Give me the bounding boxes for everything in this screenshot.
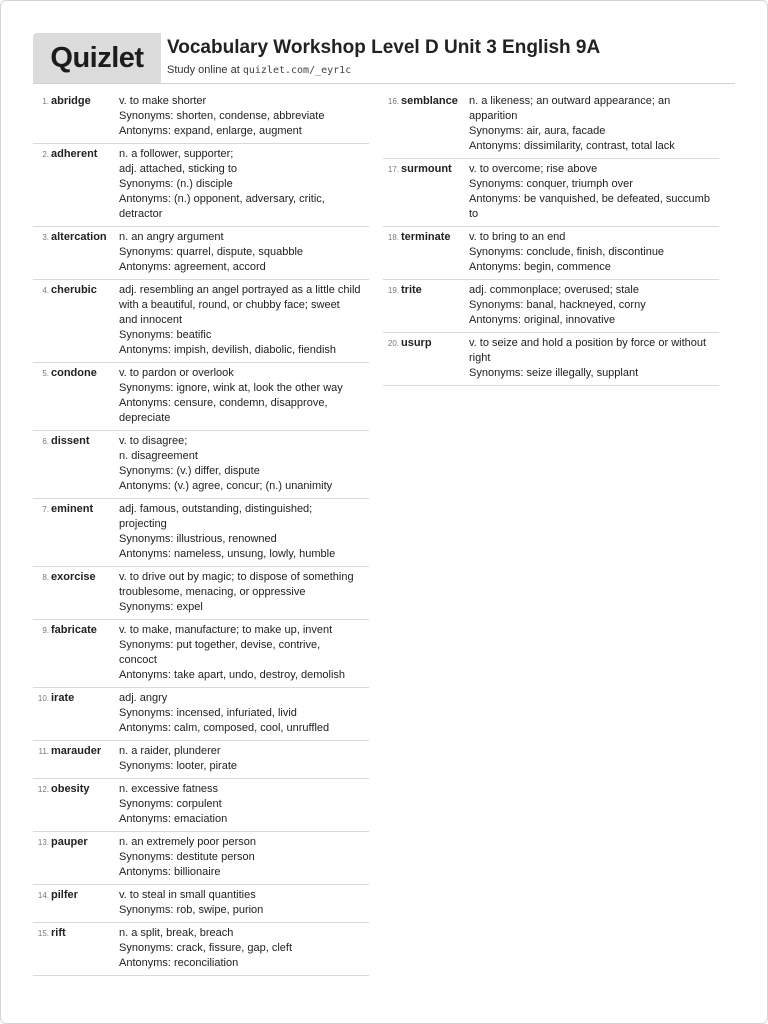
entry-definition <box>469 94 719 154</box>
entry-number: 1. <box>42 97 49 106</box>
study-online-link[interactable]: quizlet.com/_eyr1c <box>242 65 352 76</box>
entry-number: 9. <box>42 626 49 635</box>
vocab-entry <box>383 91 719 159</box>
entry-definition <box>119 230 369 275</box>
entry-number: 4. <box>42 286 49 295</box>
entry-definition <box>119 888 369 918</box>
entry-term: rift <box>51 927 66 939</box>
definition-line: n. a split, break, breach <box>119 927 234 939</box>
entry-number: 13. <box>37 838 49 847</box>
vocab-entry <box>33 144 369 227</box>
definition-line: Synonyms: destitute person <box>119 851 255 863</box>
definition-line: v. to seize and hold a position by force or without <box>469 337 707 349</box>
entry-term: adherent <box>51 148 98 160</box>
entry-term: irate <box>51 692 75 704</box>
definition-line: adj. angry <box>119 692 168 704</box>
definition-line: Synonyms: ignore, wink at, look the other way <box>119 382 343 394</box>
entry-term: pauper <box>51 836 88 848</box>
page-title: Vocabulary Workshop Level D Unit 3 English 9A <box>167 37 601 58</box>
vocab-entry <box>33 688 369 741</box>
study-online-line <box>167 64 351 76</box>
entry-term: usurp <box>401 337 432 349</box>
entry-term: cherubic <box>51 284 97 296</box>
definition-line: Synonyms: rob, swipe, purion <box>119 904 264 916</box>
entry-term: dissent <box>51 435 90 447</box>
entry-number: 17. <box>387 165 399 174</box>
vocab-entry <box>33 923 369 976</box>
definition-line: Antonyms: impish, devilish, diabolic, fiendish <box>119 344 337 356</box>
entry-term: terminate <box>401 231 451 243</box>
definition-line: Antonyms: nameless, unsung, lowly, humble <box>119 548 336 560</box>
entry-term: altercation <box>51 231 107 243</box>
definition-line: Synonyms: expel <box>119 601 203 613</box>
vocab-entry <box>33 779 369 832</box>
definition-line: Synonyms: illustrious, renowned <box>119 533 277 545</box>
entry-definition <box>119 147 369 222</box>
vocab-entry <box>33 280 369 363</box>
definition-line: Synonyms: beatific <box>119 329 212 341</box>
entry-number: 11. <box>38 747 49 756</box>
definition-line: detractor <box>119 208 163 220</box>
entry-number: 5. <box>42 369 49 378</box>
entry-term: trite <box>401 284 422 296</box>
definition-line: concoct <box>119 654 157 666</box>
vocab-entry <box>383 333 719 386</box>
vocab-entry <box>33 741 369 779</box>
entry-term: exorcise <box>51 571 96 583</box>
definition-line: n. excessive fatness <box>119 783 219 795</box>
vocab-entry <box>33 620 369 688</box>
definition-line: Antonyms: dissimilarity, contrast, total lack <box>469 140 675 152</box>
definition-line: Antonyms: agreement, accord <box>119 261 266 273</box>
entry-term: marauder <box>51 745 102 757</box>
entry-definition <box>119 691 369 736</box>
definition-line: Antonyms: reconciliation <box>119 957 239 969</box>
definition-line: v. to overcome; rise above <box>469 163 598 175</box>
definition-line: Synonyms: seize illegally, supplant <box>469 367 639 379</box>
entry-term: fabricate <box>51 624 97 636</box>
definition-line: v. to pardon or overlook <box>119 367 234 379</box>
entry-definition <box>119 283 369 358</box>
definition-line: Antonyms: begin, commence <box>469 261 611 273</box>
definition-line: n. a raider, plunderer <box>119 745 221 757</box>
entry-number: 8. <box>42 573 49 582</box>
definition-line: Synonyms: quarrel, dispute, squabble <box>119 246 304 258</box>
entry-definition <box>119 366 369 426</box>
definition-line: n. a follower, supporter; <box>119 148 234 160</box>
definition-line: v. to disagree; <box>119 435 188 447</box>
vocab-entry <box>383 159 719 227</box>
entry-definition <box>119 570 369 615</box>
entry-definition <box>119 502 369 562</box>
quizlet-logo[interactable]: Quizlet <box>33 33 161 83</box>
entry-term: semblance <box>401 95 458 107</box>
definition-line: v. to steal in small quantities <box>119 889 256 901</box>
definition-line: adj. resembling an angel portrayed as a little child <box>119 284 361 296</box>
definition-line: adj. famous, outstanding, distinguished; <box>119 503 313 515</box>
definition-line: Antonyms: expand, enlarge, augment <box>119 125 302 137</box>
vocab-entry <box>33 885 369 923</box>
entry-definition <box>469 336 719 381</box>
entry-definition <box>469 162 719 222</box>
entry-definition <box>119 926 369 971</box>
page-header <box>33 33 735 84</box>
vocab-entry <box>33 499 369 567</box>
entry-number: 10. <box>37 694 49 703</box>
definition-line: projecting <box>119 518 167 530</box>
definition-line: Synonyms: conclude, finish, discontinue <box>469 246 665 258</box>
entry-definition <box>119 623 369 683</box>
entry-definition <box>469 230 719 275</box>
entry-number: 2. <box>42 150 49 159</box>
definition-line: Synonyms: air, aura, facade <box>469 125 606 137</box>
vocab-entry <box>383 227 719 280</box>
definition-line: Synonyms: crack, fissure, gap, cleft <box>119 942 293 954</box>
entry-definition <box>469 283 719 328</box>
definition-line: Synonyms: looter, pirate <box>119 760 238 772</box>
definition-line: adj. commonplace; overused; stale <box>469 284 639 296</box>
definition-line: Antonyms: emaciation <box>119 813 228 825</box>
definition-line: n. disagreement <box>119 450 198 462</box>
entry-number: 14. <box>37 891 49 900</box>
definition-line: right <box>469 352 491 364</box>
definition-line: Antonyms: calm, composed, cool, unruffled <box>119 722 330 734</box>
definition-line: Antonyms: censure, condemn, disapprove, <box>119 397 328 409</box>
entry-term: abridge <box>51 95 91 107</box>
definition-line: depreciate <box>119 412 171 424</box>
vocab-entry <box>33 567 369 620</box>
entry-definition <box>119 94 369 139</box>
definition-line: v. to make, manufacture; to make up, invent <box>119 624 333 636</box>
entry-number: 20. <box>387 339 399 348</box>
definition-line: Synonyms: corpulent <box>119 798 222 810</box>
definition-line: troublesome, menacing, or oppressive <box>119 586 306 598</box>
terms-column-right <box>383 91 719 386</box>
definition-line: Synonyms: (v.) differ, dispute <box>119 465 260 477</box>
entry-term: pilfer <box>51 889 78 901</box>
entry-number: 18. <box>387 233 399 242</box>
vocab-entry <box>33 227 369 280</box>
entry-definition <box>119 434 369 494</box>
definition-line: Antonyms: billionaire <box>119 866 221 878</box>
definition-line: v. to make shorter <box>119 95 207 107</box>
definition-line: n. an extremely poor person <box>119 836 256 848</box>
definition-line: v. to drive out by magic; to dispose of something <box>119 571 354 583</box>
study-online-label: Study online at <box>167 64 240 76</box>
definition-line: to <box>469 208 479 220</box>
vocab-entry <box>33 431 369 499</box>
definition-line: Antonyms: original, innovative <box>469 314 616 326</box>
definition-line: with a beautiful, round, or chubby face; sweet <box>119 299 340 311</box>
definition-line: Synonyms: incensed, infuriated, livid <box>119 707 297 719</box>
entry-term: surmount <box>401 163 452 175</box>
entry-number: 16. <box>387 97 399 106</box>
entry-definition <box>119 744 369 774</box>
definition-line: apparition <box>469 110 518 122</box>
entry-term: eminent <box>51 503 94 515</box>
terms-column-left <box>33 91 369 976</box>
entry-definition <box>119 835 369 880</box>
entry-number: 19. <box>387 286 399 295</box>
definition-line: Antonyms: be vanquished, be defeated, succumb <box>469 193 710 205</box>
entry-number: 15. <box>37 929 49 938</box>
definition-line: and innocent <box>119 314 182 326</box>
definition-line: Antonyms: (n.) opponent, adversary, critic, <box>119 193 325 205</box>
definition-line: Synonyms: conquer, triumph over <box>469 178 633 190</box>
vocab-entry <box>33 363 369 431</box>
definition-line: Synonyms: put together, devise, contrive, <box>119 639 321 651</box>
vocab-entry <box>383 280 719 333</box>
definition-line: Antonyms: take apart, undo, destroy, demolish <box>119 669 346 681</box>
entry-definition <box>119 782 369 827</box>
definition-line: v. to bring to an end <box>469 231 566 243</box>
definition-line: n. an angry argument <box>119 231 224 243</box>
definition-line: Synonyms: banal, hackneyed, corny <box>469 299 646 311</box>
entry-term: condone <box>51 367 97 379</box>
vocab-entry <box>33 832 369 885</box>
definition-line: Synonyms: (n.) disciple <box>119 178 233 190</box>
entry-number: 6. <box>42 437 49 446</box>
definition-line: n. a likeness; an outward appearance; an <box>469 95 671 107</box>
entry-number: 3. <box>42 233 49 242</box>
vocab-entry <box>33 91 369 144</box>
entry-term: obesity <box>51 783 90 795</box>
entry-number: 7. <box>42 505 49 514</box>
definition-line: Antonyms: (v.) agree, concur; (n.) unanimity <box>119 480 333 492</box>
entry-number: 12. <box>37 785 49 794</box>
definition-line: adj. attached, sticking to <box>119 163 238 175</box>
definition-line: Synonyms: shorten, condense, abbreviate <box>119 110 325 122</box>
